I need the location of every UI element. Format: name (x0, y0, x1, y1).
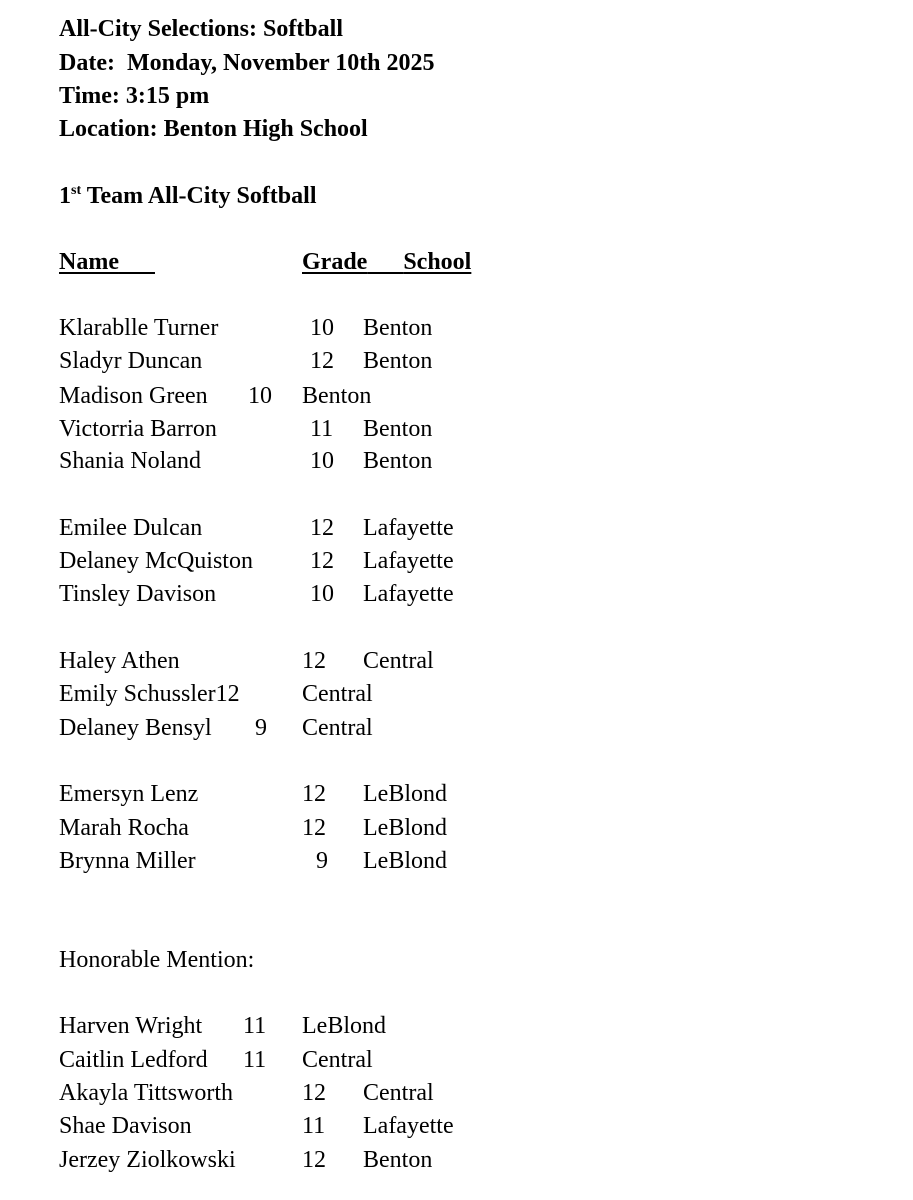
player-school: LeBlond (363, 848, 447, 874)
player-grade: 9 (255, 715, 267, 741)
player-grade: 12 (215, 681, 240, 707)
player-school: Lafayette (363, 548, 454, 574)
player-grade: 10 (310, 448, 334, 474)
player-name: Tinsley Davison (59, 581, 217, 607)
player-name: Delaney McQuiston (59, 548, 253, 574)
player-school: Benton (302, 383, 372, 409)
player-school: Central (302, 1047, 373, 1073)
player-name: Emersyn Lenz (59, 781, 199, 807)
player-grade: 12 (302, 781, 326, 807)
player-grade: 11 (243, 1013, 267, 1039)
player-school: Central (363, 648, 434, 674)
honorable-mention-label: Honorable Mention: (59, 947, 255, 973)
player-school: Benton (363, 315, 433, 341)
player-name: Klarablle Turner (59, 315, 219, 341)
player-grade: 12 (310, 515, 334, 541)
team-heading (59, 181, 316, 211)
team-ordinal-number: 1 (59, 183, 71, 209)
player-school: Lafayette (363, 581, 454, 607)
player-school: Benton (363, 348, 433, 374)
player-grade: 12 (310, 348, 334, 374)
event-location: Location: Benton High School (59, 116, 368, 142)
player-grade: 10 (310, 581, 334, 607)
event-date: Date: Monday, November 10th 2025 (59, 50, 435, 76)
player-grade: 11 (310, 416, 334, 442)
column-header-grade: Grade (302, 249, 368, 275)
player-grade: 11 (243, 1047, 267, 1073)
player-name: Shae Davison (59, 1113, 192, 1139)
player-name: Caitlin Ledford (59, 1047, 208, 1073)
player-name: Delaney Bensyl (59, 715, 212, 741)
player-grade: 12 (302, 1147, 326, 1173)
player-name: Emilee Dulcan (59, 515, 203, 541)
team-heading-text: Team All-City Softball (81, 183, 317, 209)
player-grade: 12 (310, 548, 334, 574)
player-school: LeBlond (363, 781, 447, 807)
player-name: Emily Schussler (59, 681, 216, 707)
player-name: Shania Noland (59, 448, 201, 474)
event-time: Time: 3:15 pm (59, 83, 210, 109)
player-name: Brynna Miller (59, 848, 196, 874)
player-school: Central (302, 715, 373, 741)
player-school: Central (363, 1080, 434, 1106)
player-school: LeBlond (302, 1013, 386, 1039)
player-grade: 9 (316, 848, 328, 874)
column-header-grade-school (302, 247, 471, 277)
column-header-name: Name (59, 249, 119, 275)
player-grade: 11 (302, 1113, 326, 1139)
player-name: Harven Wright (59, 1013, 203, 1039)
player-school: LeBlond (363, 815, 447, 841)
player-school: Lafayette (363, 1113, 454, 1139)
player-school: Benton (363, 416, 433, 442)
player-grade: 12 (302, 1080, 326, 1106)
player-name: Sladyr Duncan (59, 348, 203, 374)
document-title: All-City Selections: Softball (59, 16, 343, 42)
player-grade: 12 (302, 648, 326, 674)
column-header-school: School (403, 249, 472, 275)
player-school: Central (302, 681, 373, 707)
player-grade: 10 (248, 383, 272, 409)
player-name: Marah Rocha (59, 815, 189, 841)
player-school: Benton (363, 448, 433, 474)
player-name: Jerzey Ziolkowski (59, 1147, 236, 1173)
player-school: Lafayette (363, 515, 454, 541)
player-name: Madison Green (59, 383, 208, 409)
player-grade: 12 (302, 815, 326, 841)
player-name: Akayla Tittsworth (59, 1080, 234, 1106)
team-ordinal-suffix: st (71, 183, 82, 198)
player-school: Benton (363, 1147, 433, 1173)
player-name: Victorria Barron (59, 416, 217, 442)
player-grade: 10 (310, 315, 334, 341)
player-name: Haley Athen (59, 648, 180, 674)
